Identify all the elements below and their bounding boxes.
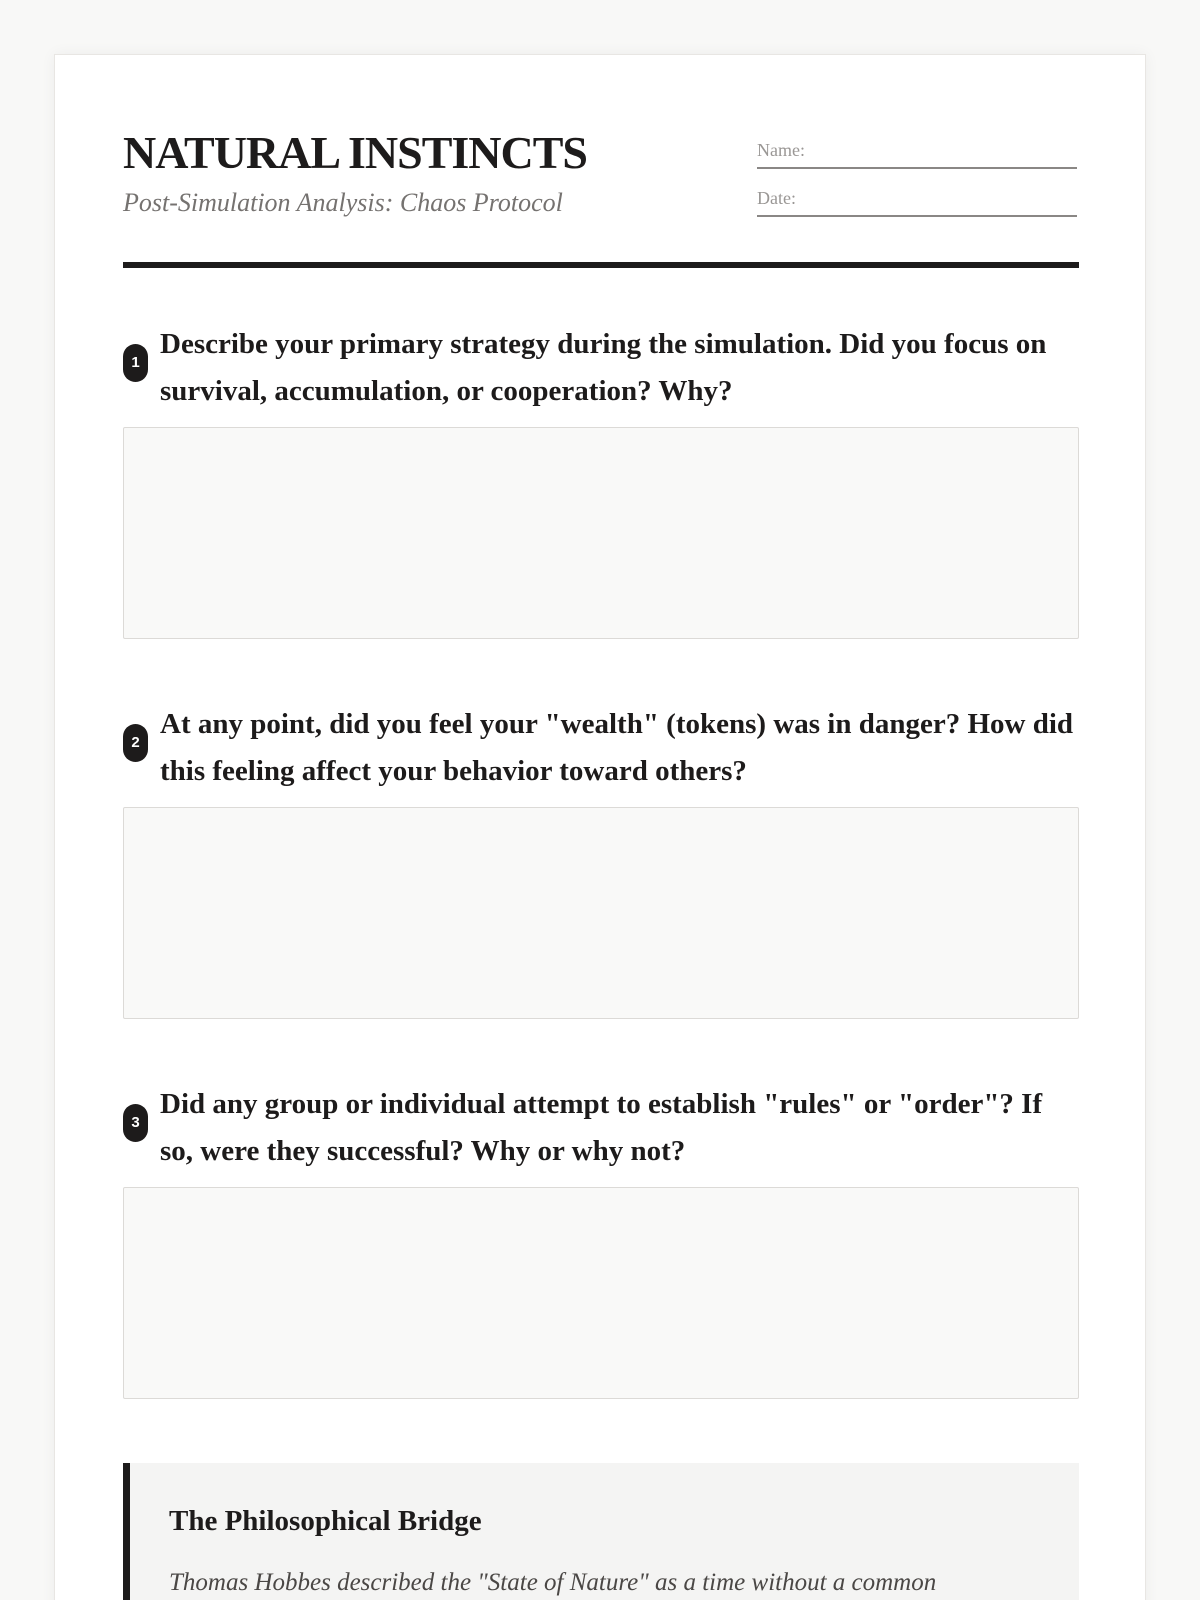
- date-input[interactable]: [817, 187, 1077, 213]
- question-number-badge: 2: [123, 724, 148, 762]
- date-field: [757, 181, 1077, 217]
- worksheet-page: [54, 54, 1146, 1600]
- page-title: NATURAL INSTINCTS: [123, 127, 588, 178]
- name-input[interactable]: [817, 139, 1077, 165]
- worksheet-header: [123, 123, 1079, 223]
- answer-box-3[interactable]: [123, 1187, 1079, 1399]
- philosophical-bridge-callout: [123, 1463, 1079, 1600]
- header-divider: [123, 262, 1079, 268]
- page-subtitle: Post-Simulation Analysis: Chaos Protocol: [123, 188, 563, 217]
- question-number-badge: 3: [123, 1104, 148, 1142]
- question-text: Did any group or individual attempt to establish "rules" or "order"? If so, were they successful? Why or why not?: [160, 1088, 1043, 1167]
- question-number-badge: 1: [123, 344, 148, 382]
- answer-box-1[interactable]: [123, 427, 1079, 639]
- callout-text: Thomas Hobbes described the "State of Nature" as a time without a common: [169, 1569, 937, 1596]
- question-text: At any point, did you feel your "wealth" (tokens) was in danger? How did this feeling affect your behavior toward others?: [160, 708, 1074, 787]
- answer-box-2[interactable]: [123, 807, 1079, 1019]
- question-text: Describe your primary strategy during the simulation. Did you focus on survival, accumulation, or cooperation? Why?: [160, 328, 1047, 407]
- callout-title: The Philosophical Bridge: [169, 1505, 482, 1537]
- date-label: Date:: [757, 188, 796, 208]
- name-label: Name:: [757, 140, 805, 160]
- name-field: [757, 133, 1077, 169]
